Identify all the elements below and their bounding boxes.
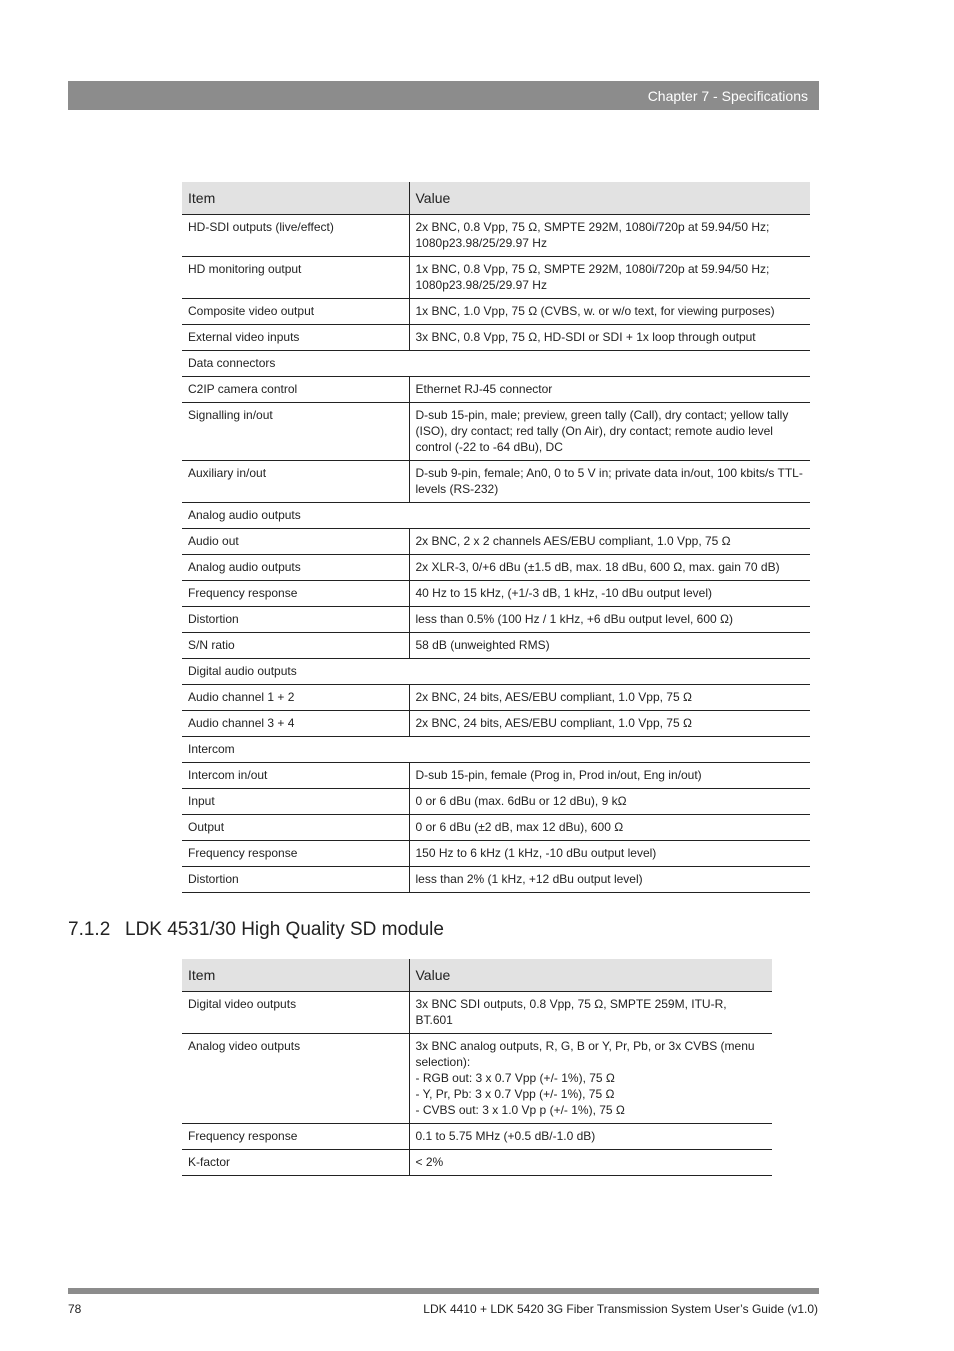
section-label: Intercom xyxy=(182,737,810,763)
value-cell: D-sub 15-pin, female (Prog in, Prod in/out, Eng in/out) xyxy=(409,763,810,789)
item-cell: HD-SDI outputs (live/effect) xyxy=(182,215,409,257)
section-row xyxy=(182,503,810,529)
value-cell: 0.1 to 5.75 MHz (+0.5 dB/-1.0 dB) xyxy=(409,1124,772,1150)
column-header-item: Item xyxy=(182,182,409,215)
value-cell: less than 2% (1 kHz, +12 dBu output level) xyxy=(409,867,810,893)
table-row xyxy=(182,711,810,737)
table-row xyxy=(182,841,810,867)
value-line: - RGB out: 3 x 0.7 Vpp (+/- 1%), 75 Ω xyxy=(415,1071,615,1085)
item-cell: Intercom in/out xyxy=(182,763,409,789)
table-row xyxy=(182,789,810,815)
section-heading xyxy=(68,919,444,941)
value-line: - CVBS out: 3 x 1.0 Vp p (+/- 1%), 75 Ω xyxy=(415,1103,625,1117)
table-row xyxy=(182,1034,772,1124)
section-row xyxy=(182,737,810,763)
column-header-item: Item xyxy=(182,959,409,992)
value-cell: 150 Hz to 6 kHz (1 kHz, -10 dBu output level) xyxy=(409,841,810,867)
item-cell: HD monitoring output xyxy=(182,257,409,299)
table-row xyxy=(182,1124,772,1150)
item-cell: Frequency response xyxy=(182,1124,409,1150)
table-row xyxy=(182,607,810,633)
table-row xyxy=(182,633,810,659)
specifications-table xyxy=(182,182,810,893)
value-cell: 1x BNC, 1.0 Vpp, 75 Ω (CVBS, w. or w/o text, for viewing purposes) xyxy=(409,299,810,325)
section-row xyxy=(182,351,810,377)
value-cell: less than 0.5% (100 Hz / 1 kHz, +6 dBu output level, 600 Ω) xyxy=(409,607,810,633)
table-row xyxy=(182,815,810,841)
item-cell: S/N ratio xyxy=(182,633,409,659)
section-label: Analog audio outputs xyxy=(182,503,810,529)
value-cell: Ethernet RJ-45 connector xyxy=(409,377,810,403)
value-cell: 58 dB (unweighted RMS) xyxy=(409,633,810,659)
item-cell: K-factor xyxy=(182,1150,409,1176)
footer-title: LDK 4410 + LDK 5420 3G Fiber Transmission System User’s Guide (v1.0) xyxy=(423,1302,818,1316)
item-cell: Auxiliary in/out xyxy=(182,461,409,503)
table-row xyxy=(182,763,810,789)
table-row xyxy=(182,403,810,461)
table-row xyxy=(182,325,810,351)
value-cell: 0 or 6 dBu (±2 dB, max 12 dBu), 600 Ω xyxy=(409,815,810,841)
item-cell: Composite video output xyxy=(182,299,409,325)
value-line: - Y, Pr, Pb: 3 x 0.7 Vpp (+/- 1%), 75 Ω xyxy=(415,1087,615,1101)
value-cell xyxy=(409,1034,772,1124)
table-row xyxy=(182,1150,772,1176)
table-row xyxy=(182,529,810,555)
table-row xyxy=(182,257,810,299)
item-cell: Signalling in/out xyxy=(182,403,409,461)
sd-module-table xyxy=(182,959,772,1176)
table-header-row xyxy=(182,182,810,215)
section-number: 7.1.2 xyxy=(68,919,111,940)
table-row xyxy=(182,555,810,581)
item-cell: External video inputs xyxy=(182,325,409,351)
value-cell: < 2% xyxy=(409,1150,772,1176)
value-cell: 2x BNC, 24 bits, AES/EBU compliant, 1.0 Vpp, 75 Ω xyxy=(409,711,810,737)
value-cell: 2x BNC, 0.8 Vpp, 75 Ω, SMPTE 292M, 1080i/720p at 59.94/50 Hz; 1080p23.98/25/29.97 Hz xyxy=(409,215,810,257)
value-cell: 40 Hz to 15 kHz, (+1/-3 dB, 1 kHz, -10 dBu output level) xyxy=(409,581,810,607)
section-label: Data connectors xyxy=(182,351,810,377)
table-row xyxy=(182,992,772,1034)
item-cell: Distortion xyxy=(182,867,409,893)
value-cell: 1x BNC, 0.8 Vpp, 75 Ω, SMPTE 292M, 1080i/720p at 59.94/50 Hz; 1080p23.98/25/29.97 Hz xyxy=(409,257,810,299)
table-row xyxy=(182,299,810,325)
value-cell: D-sub 9-pin, female; An0, 0 to 5 V in; private data in/out, 100 kbits/s TTL-levels (RS-232) xyxy=(409,461,810,503)
section-row xyxy=(182,659,810,685)
value-cell: 2x BNC, 2 x 2 channels AES/EBU compliant, 1.0 Vpp, 75 Ω xyxy=(409,529,810,555)
item-cell: Distortion xyxy=(182,607,409,633)
item-cell: Frequency response xyxy=(182,581,409,607)
table-row xyxy=(182,581,810,607)
table-row xyxy=(182,461,810,503)
value-cell: 2x BNC, 24 bits, AES/EBU compliant, 1.0 Vpp, 75 Ω xyxy=(409,685,810,711)
item-cell: Output xyxy=(182,815,409,841)
item-cell: Digital video outputs xyxy=(182,992,409,1034)
value-cell: 2x XLR-3, 0/+6 dBu (±1.5 dB, max. 18 dBu, 600 Ω, max. gain 70 dB) xyxy=(409,555,810,581)
column-header-value: Value xyxy=(409,959,772,992)
value-cell: 3x BNC, 0.8 Vpp, 75 Ω, HD-SDI or SDI + 1x loop through output xyxy=(409,325,810,351)
section-label: Digital audio outputs xyxy=(182,659,810,685)
value-line: 3x BNC analog outputs, R, G, B or Y, Pr, Pb, or 3x CVBS (menu selection): xyxy=(415,1039,755,1069)
page-number: 78 xyxy=(68,1302,82,1316)
table-row xyxy=(182,377,810,403)
item-cell: C2IP camera control xyxy=(182,377,409,403)
footer-rule xyxy=(68,1288,819,1294)
item-cell: Input xyxy=(182,789,409,815)
item-cell: Analog video outputs xyxy=(182,1034,409,1124)
chapter-header-bar xyxy=(68,81,819,110)
item-cell: Analog audio outputs xyxy=(182,555,409,581)
table-row xyxy=(182,685,810,711)
value-cell: D-sub 15-pin, male; preview, green tally (Call), dry contact; yellow tally (ISO), dry contact; red tally (On Air), dry contact; remote audio level control (-22 to -64 dBu), DC xyxy=(409,403,810,461)
item-cell: Audio out xyxy=(182,529,409,555)
value-cell: 0 or 6 dBu (max. 6dBu or 12 dBu), 9 kΩ xyxy=(409,789,810,815)
table-row xyxy=(182,867,810,893)
section-title: LDK 4531/30 High Quality SD module xyxy=(125,919,444,940)
item-cell: Frequency response xyxy=(182,841,409,867)
value-cell: 3x BNC SDI outputs, 0.8 Vpp, 75 Ω, SMPTE 259M, ITU-R, BT.601 xyxy=(409,992,772,1034)
table-header-row xyxy=(182,959,772,992)
item-cell: Audio channel 1 + 2 xyxy=(182,685,409,711)
column-header-value: Value xyxy=(409,182,810,215)
chapter-title: Chapter 7 - Specifications xyxy=(647,87,808,104)
item-cell: Audio channel 3 + 4 xyxy=(182,711,409,737)
table-row xyxy=(182,215,810,257)
